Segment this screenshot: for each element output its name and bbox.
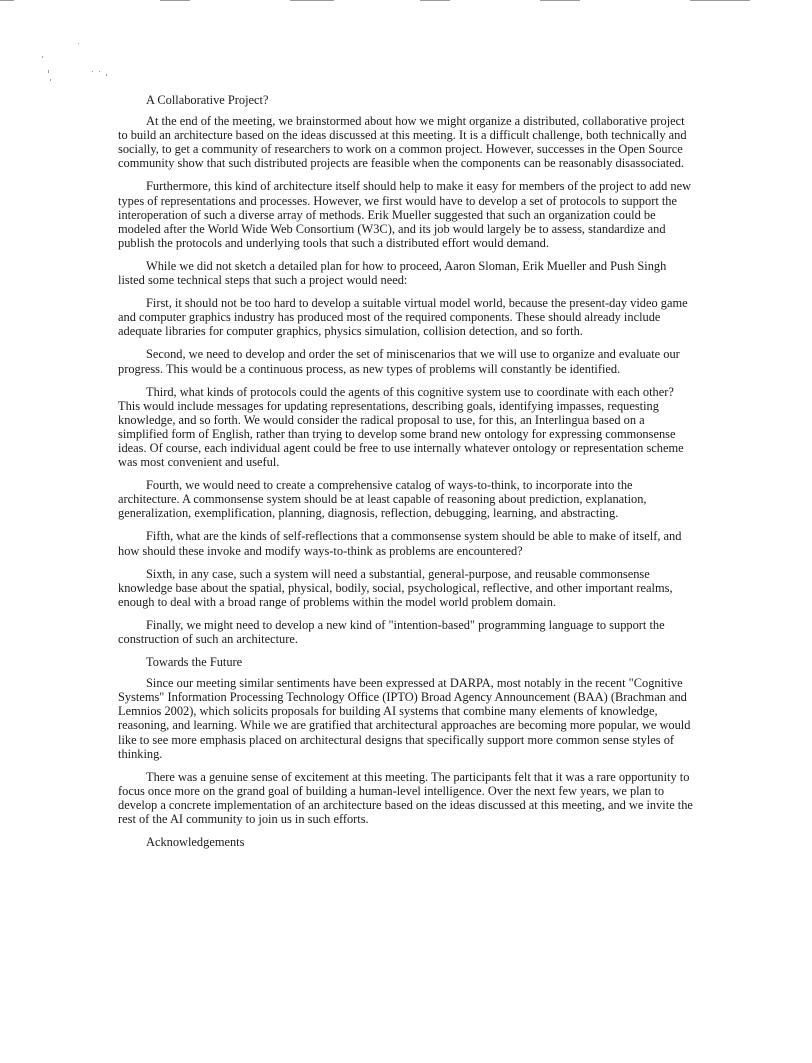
scan-artifact — [540, 0, 580, 1]
scan-artifact — [48, 70, 49, 73]
paragraph: At the end of the meeting, we brainstormed about how we might organize a distributed, collaborative project to build an architecture based on the ideas discussed at this meeting. It is a difficult challenge, both technically and socially, to get a community of researchers to work on a common project. However, successes in the Open Source community show that such distributed projects are feasible when the components can be reasonably disassociated. — [118, 114, 687, 171]
scan-artifact — [92, 71, 93, 72]
paragraph: Second, we need to develop and order the set of miniscenarios that we will use to organize and evaluate our progress. This would be a continuous process, as new types of problems will constantly be identified. — [118, 347, 680, 376]
paragraph: Third, what kinds of protocols could the agents of this cognitive system use to coordinate with each other? This would include messages for updating representations, describing goals, identifying impasses, requesting knowledge, and so forth. We would consider the radical proposal to use, for this, an Interlingua based on a simplified form of English, rather than trying to develop some brand new ontology for expressing commonsense ideas. Of course, each individual agent could be free to use internally whatever ontology or representation scheme was most convenient and useful. — [118, 384, 684, 470]
paragraph: Sixth, in any case, such a system will need a substantial, general-purpose, and reusable commonsense knowledge base about the spatial, physical, bodily, social, psychological, reflective, and other important realms, enough to deal with a broad range of problems within the model world problem domain. — [118, 566, 673, 609]
scan-artifact — [690, 0, 750, 1]
scan-artifact — [78, 43, 79, 44]
paragraph: Fourth, we would need to create a comprehensive catalog of ways-to-think, to incorporate into the architecture. A commonsense system should be at least capable of reasoning about prediction, explanation, generalization, exemplification, planning, diagnosis, reflection, debugging, learning, and abstracting. — [118, 478, 647, 521]
document-body — [118, 93, 693, 856]
scan-artifact — [420, 0, 450, 1]
scan-artifact — [290, 0, 334, 1]
paragraph: Finally, we might need to develop a new kind of "intention-based" programming language to support the construction of such an architecture. — [118, 617, 665, 646]
section-heading-towards-the-future: Towards the Future — [146, 655, 243, 670]
scan-artifact — [99, 71, 100, 72]
paragraph: First, it should not be too hard to develop a suitable virtual model world, because the present-day video game and computer graphics industry has produced most of the required components. These should already include adequate libraries for computer graphics, physics simulation, collision detection, and so forth. — [118, 296, 688, 339]
scan-artifact — [0, 0, 14, 1]
scan-artifact — [42, 56, 43, 58]
paragraph: Furthermore, this kind of architecture itself should help to make it easy for members of the project to add new types of representations and processes. However, we first would have to develop a set of protocols to support the interoperation of such a diverse array of methods. Erik Mueller suggested that such an organization could be modeled after the World Wide Web Consortium (W3C), and its job would largely be to assess, standardize and publish the protocols and underlying tools that such a distributed effort would demand. — [118, 179, 692, 250]
section-heading-acknowledgements: Acknowledgements — [146, 835, 245, 850]
paragraph: There was a genuine sense of excitement at this meeting. The participants felt that it was a rare opportunity to focus once more on the grand goal of building a human-level intelligence. Over the next few years, we plan to develop a concrete implementation of an architecture based on the ideas discussed at this meeting, and we invite the rest of the AI community to join us in such efforts. — [118, 769, 693, 827]
scan-artifact — [50, 79, 51, 81]
paragraph: While we did not sketch a detailed plan for how to proceed, Aaron Sloman, Erik Mueller and Push Singh listed some technical steps that such a project would need: — [118, 258, 667, 288]
scan-artifact — [160, 0, 190, 1]
section-heading-collaborative-project: A Collaborative Project? — [146, 93, 269, 107]
scan-artifact — [106, 74, 107, 76]
paragraph: Since our meeting similar sentiments have been expressed at DARPA, most notably in the recent "Cognitive Systems" Information Processing Technology Office (IPTO) Broad Agency Announcement (BAA) (Brachman and Lemnios 2002), which solicits proposals for building AI systems that combine many elements of knowledge, reasoning, and learning. While we are gratified that architectural approaches are becoming more popular, we would like to see more emphasis placed on architectural designs that specifically support more common sense styles of thinking. — [118, 676, 691, 761]
paragraph: Fifth, what are the kinds of self-reflections that a commonsense system should be able to make of itself, and how should these invoke and modify ways-to-think as problems are encountered? — [118, 529, 682, 558]
